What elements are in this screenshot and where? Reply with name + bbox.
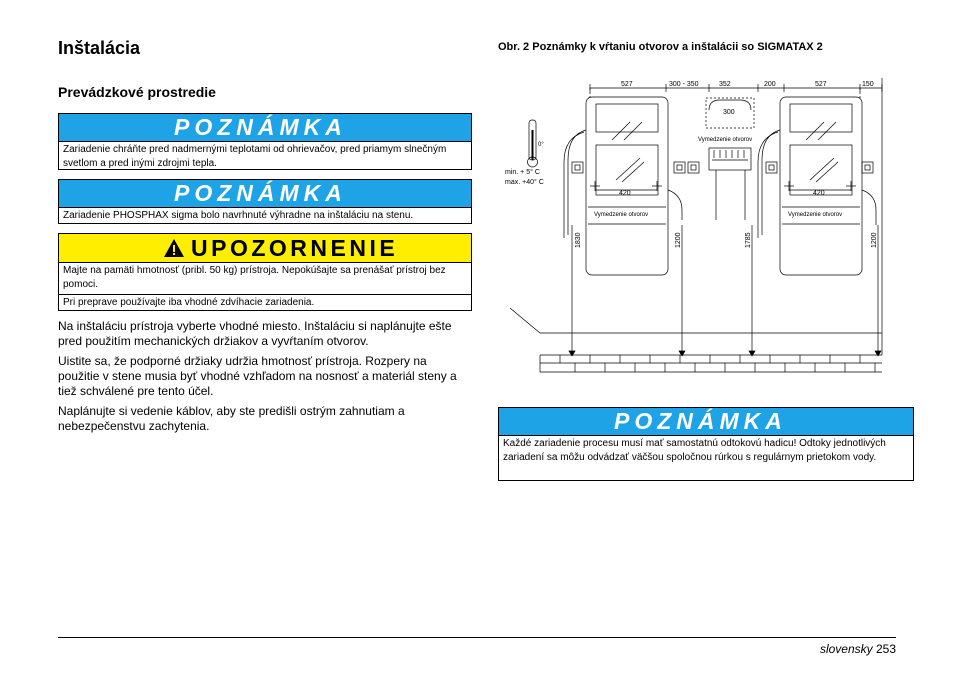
warning-box	[58, 233, 472, 311]
figure-title: Obr. 2 Poznámky k vŕtaniu otvorov a inštalácii so SIGMATAX 2	[498, 41, 823, 53]
dim-1200-left: 1200	[675, 232, 682, 248]
footer-language: slovensky	[819, 642, 873, 656]
paragraph-location: Na inštaláciu prístroja vyberte vhodné miesto. Inštaláciu si naplánujte ešte pred použitím mechanických držiakov a vyvŕtaním otvorov.	[58, 319, 452, 348]
installation-diagram	[498, 72, 892, 382]
dim-300-350: 300 - 350	[669, 81, 699, 88]
warning-triangle-icon	[163, 238, 185, 258]
note-box-heat	[58, 113, 472, 170]
hole-limit-left: Vymedzenie otvorov	[594, 212, 649, 218]
paragraph-brackets: Uistite sa, že podporné držiaky udržia hmotnosť prístroja. Rozpery na použitie v stene musia byť vhodné vzhľadom na nosnosť a materiál steny a tiež schválené pre tento účel.	[58, 354, 457, 398]
dim-1830: 1830	[575, 232, 582, 248]
dim-420-right: 420	[813, 190, 825, 197]
page-footer	[820, 642, 896, 656]
dim-527-left: 527	[621, 81, 633, 88]
hole-limit-right: Vymedzenie otvorov	[788, 212, 843, 218]
dim-420-left: 420	[619, 190, 631, 197]
section-heading: Inštalácia	[58, 38, 141, 58]
note-label: POZNÁMKA	[499, 408, 913, 436]
note-text: Každé zariadenie procesu musí mať samostatnú odtokovú hadicu! Odtoky jednotlivých zariadení sa môžu odvádzať väčšou spoločnou rúrkou s regulárnym prietokom vody.	[503, 438, 886, 463]
warning-header	[59, 234, 471, 263]
note-label: POZNÁMKA	[59, 180, 471, 208]
thermometer-zero: 0°	[538, 142, 544, 148]
dim-200: 200	[764, 81, 776, 88]
note-label: POZNÁMKA	[59, 114, 471, 142]
footer-divider	[58, 637, 896, 638]
note-box-drain	[498, 407, 914, 481]
warning-text-weight: Majte na pamäti hmotnosť (pribl. 50 kg) prístroja. Nepokúšajte sa prenášať prístroj bez pomoci.	[63, 265, 446, 290]
paragraph-cables: Naplánujte si vedenie káblov, aby ste predišli ostrým zahnutiam a nebezpečenstvu zachytenia.	[58, 404, 405, 433]
dim-352: 352	[719, 81, 731, 88]
temp-max: max. +40° C	[505, 179, 544, 186]
note-box-wall	[58, 179, 472, 224]
warning-text-lifting: Pri preprave používajte iba vhodné zdvíhacie zariadenia.	[59, 294, 471, 312]
dim-300: 300	[723, 109, 735, 116]
warning-label: UPOZORNENIE	[191, 235, 399, 261]
subsection-heading: Prevádzkové prostredie	[58, 84, 216, 100]
page-number: 253	[875, 642, 896, 656]
dim-1200-right: 1200	[871, 232, 878, 248]
dim-150: 150	[862, 81, 874, 88]
note-text: Zariadenie PHOSPHAX sigma bolo navrhnuté výhradne na inštaláciu na stenu.	[63, 210, 414, 221]
dim-527-right: 527	[815, 81, 827, 88]
dim-1785: 1785	[745, 232, 752, 248]
temp-min: min. + 5° C	[505, 169, 540, 176]
hole-limit-center: Vymedzenie otvorov	[698, 137, 753, 143]
note-text: Zariadenie chráňte pred nadmernými teplotami od ohrievačov, pred priamym slnečným svetlom a pred inými zdrojmi tepla.	[63, 144, 447, 169]
